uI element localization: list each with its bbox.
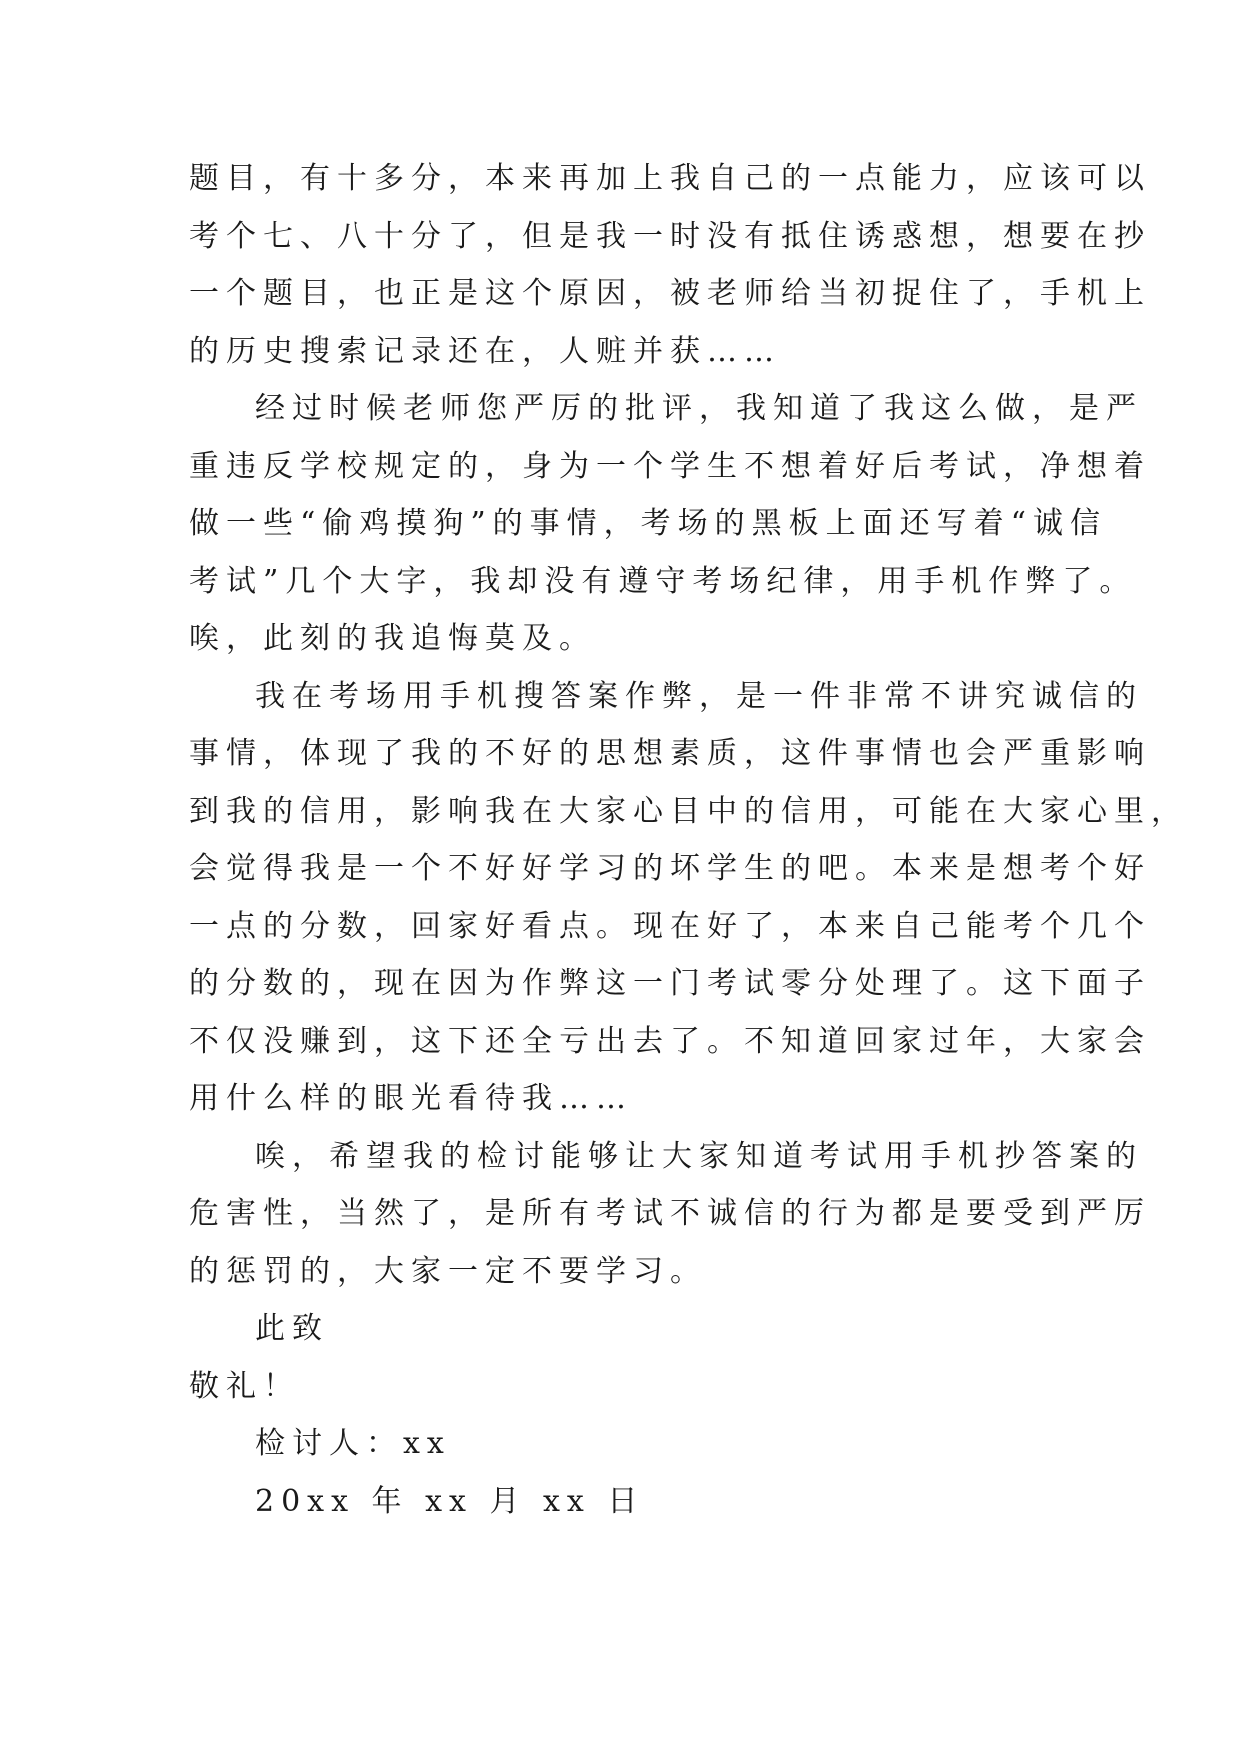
document-body <box>189 150 1188 1530</box>
text-line: 到我的信用，影响我在大家心目中的信用，可能在大家心里， <box>189 793 1188 829</box>
text-line: 危害性，当然了，是所有考试不诚信的行为都是要受到严厉 <box>189 1196 1151 1231</box>
paragraph-3 <box>189 668 1188 1128</box>
signature: 检讨人：xx <box>255 1426 451 1461</box>
text-line: 唉，希望我的检讨能够让大家知道考试用手机抄答案的 <box>255 1138 1143 1174</box>
paragraph-2 <box>189 380 1151 668</box>
text-line: 重违反学校规定的，身为一个学生不想着好后考试，净想着 <box>189 448 1151 484</box>
text-line: 会觉得我是一个不好好学习的坏学生的吧。本来是想考个好 <box>189 851 1151 886</box>
paragraph-4 <box>189 1128 1151 1301</box>
text-line: 做一些“偷鸡摸狗”的事情，考场的黑板上面还写着“诚信 <box>189 506 1108 541</box>
text-line: 的惩罚的，大家一定不要学习。 <box>189 1253 707 1289</box>
text-line: 事情，体现了我的不好的思想素质，这件事情也会严重影响 <box>189 736 1151 771</box>
text-line: 一点的分数，回家好看点。现在好了，本来自己能考个几个 <box>189 908 1151 944</box>
text-line: 经过时候老师您严厉的批评，我知道了我这么做，是严 <box>255 391 1143 426</box>
text-line: 唉，此刻的我追悔莫及。 <box>189 621 596 656</box>
text-line: 我在考场用手机搜答案作弊，是一件非常不讲究诚信的 <box>255 678 1143 714</box>
text-line: 用什么样的眼光看待我…… <box>189 1081 633 1116</box>
closing-salutation: 此致 <box>255 1311 329 1346</box>
text-line: 考个七、八十分了，但是我一时没有抵住诱惑想，想要在抄 <box>189 218 1151 254</box>
text-line: 题目，有十多分，本来再加上我自己的一点能力，应该可以 <box>189 161 1151 196</box>
paragraph-1 <box>189 150 1151 380</box>
text-line: 的分数的，现在因为作弊这一门考试零分处理了。这下面子 <box>189 966 1151 1001</box>
text-line: 考试”几个大字，我却没有遵守考场纪律，用手机作弊了。 <box>189 563 1137 599</box>
closing-regards: 敬礼！ <box>189 1368 300 1404</box>
date: 20xx 年 xx 月 xx 日 <box>255 1483 645 1519</box>
text-line: 的历史搜索记录还在，人赃并获…… <box>189 333 781 369</box>
text-line: 不仅没赚到，这下还全亏出去了。不知道回家过年，大家会 <box>189 1023 1151 1059</box>
text-line: 一个题目，也正是这个原因，被老师给当初捉住了，手机上 <box>189 276 1151 311</box>
